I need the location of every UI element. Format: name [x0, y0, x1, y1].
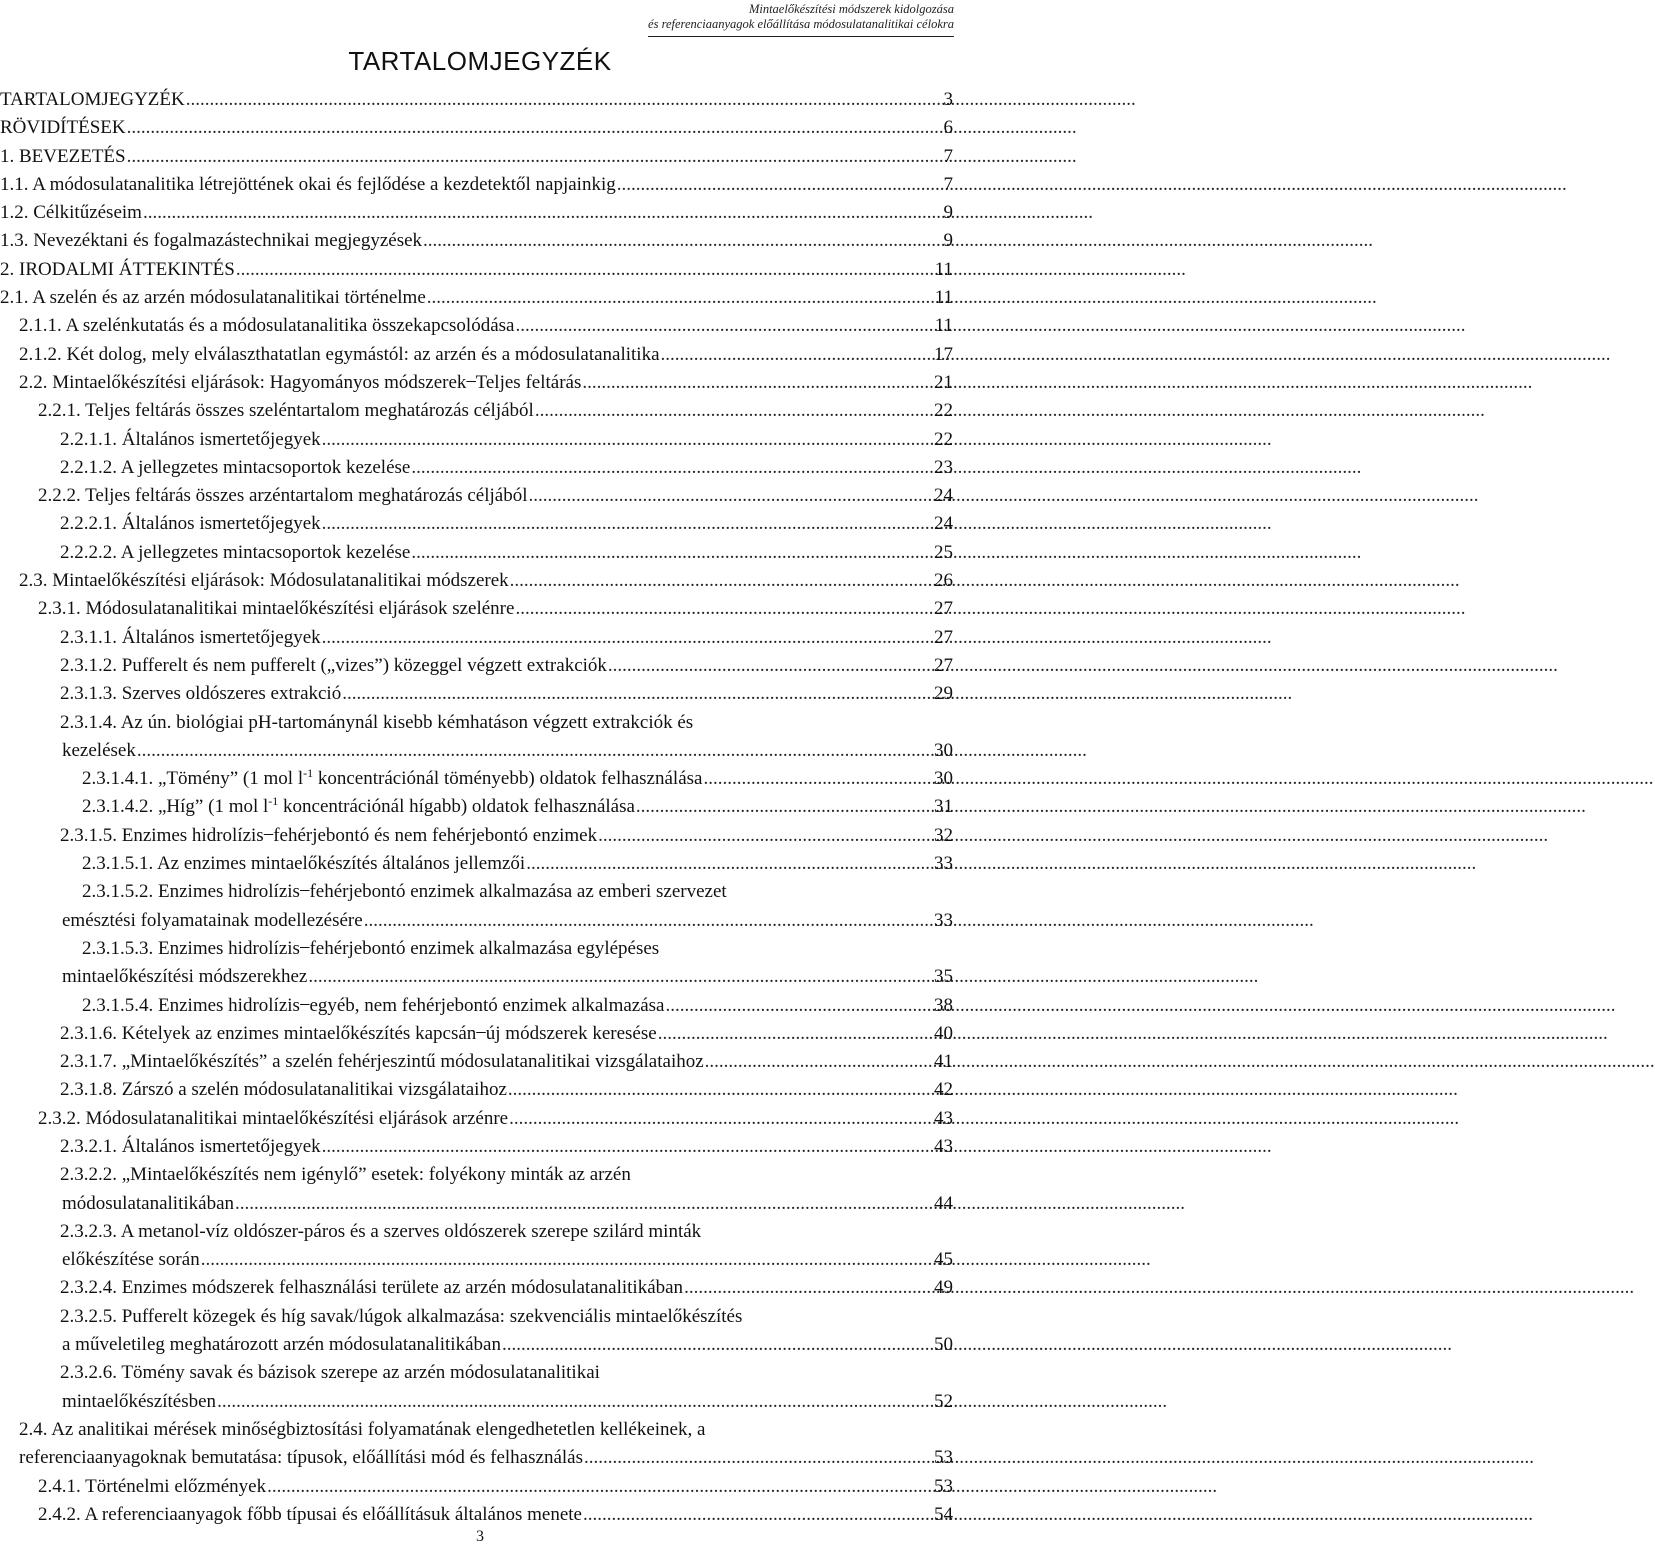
toc-entry[interactable]: [0, 1218, 953, 1275]
toc-entry-text: előkészítése során: [62, 1249, 200, 1271]
toc-entry-text: 2.2.2.1. Általános ismertetőjegyek: [60, 513, 321, 535]
toc-entry[interactable]: [0, 397, 953, 425]
toc-entry-text: 2.3.2.4. Enzimes módszerek felhasználási területe az arzén módosulatanalitikában: [60, 1277, 684, 1299]
toc-entry[interactable]: [0, 567, 953, 595]
toc-entry-text: emésztési folyamatainak modellezésére: [62, 909, 363, 931]
dot-leader: [322, 624, 928, 652]
page-number: 3: [476, 1528, 484, 1545]
dot-leader: [364, 907, 928, 935]
toc-entry-text-line-1: 2.3.2.3. A metanol-víz oldószer-páros és a szerves oldószerek szerepe szilárd minták: [60, 1220, 702, 1242]
header-rule: [648, 36, 954, 37]
toc-page-number: 54: [934, 1503, 953, 1525]
toc-page-number: 7: [943, 145, 953, 167]
toc-page-number: 11: [934, 287, 953, 309]
toc-entry-text: 2.3.1.6. Kételyek az enzimes mintaelőkészítés kapcsán ̶ új módszerek keresése: [60, 1022, 657, 1044]
toc-entry[interactable]: [0, 284, 953, 312]
toc-entry[interactable]: [0, 312, 953, 340]
dot-leader: [665, 992, 928, 1020]
toc-entry[interactable]: [0, 878, 953, 935]
dot-leader: [308, 963, 928, 991]
page-title: TARTALOMJEGYZÉK: [348, 46, 612, 76]
toc-entry[interactable]: [0, 1161, 953, 1218]
toc-entry-text: [82, 765, 702, 793]
dot-leader: [236, 256, 928, 284]
toc-page-number: 40: [934, 1022, 953, 1044]
dot-leader: [267, 1473, 928, 1501]
toc-entry-text: 2.3.2.1. Általános ismertetőjegyek: [60, 1135, 321, 1157]
dot-leader: [584, 1444, 928, 1472]
toc-entry-text: [82, 793, 635, 821]
toc-entry-text: 2.3.2. Módosulatanalitikai mintaelőkészítési eljárások arzénre: [38, 1107, 509, 1129]
toc-entry[interactable]: [0, 822, 953, 850]
toc-entry-text-part-a: 2.3.1.4.2. „Híg” (1 mol l: [82, 796, 269, 818]
toc-entry[interactable]: [0, 426, 953, 454]
dot-leader: [322, 1133, 928, 1161]
toc-page-number: 33: [934, 909, 953, 931]
toc-entry[interactable]: [0, 1020, 953, 1048]
toc-entry[interactable]: [0, 143, 953, 171]
toc-page-number: 49: [934, 1277, 953, 1299]
toc-entry[interactable]: [0, 1416, 953, 1473]
toc-page-number: 41: [934, 1051, 953, 1073]
dot-leader: [322, 510, 928, 538]
toc-entry-text: 2.1. A szelén és az arzén módosulatanalitikai történelme: [0, 287, 426, 309]
dot-leader: [617, 171, 928, 199]
dot-leader: [608, 652, 928, 680]
toc-page-number: 23: [934, 456, 953, 478]
toc-entry[interactable]: [0, 1501, 953, 1529]
toc-entry-text: 2.4.1. Történelmi előzmények: [38, 1475, 267, 1497]
toc-entry[interactable]: [0, 1105, 953, 1133]
toc-entry[interactable]: [0, 1303, 953, 1360]
toc-entry-text: 2.3.1.7. „Mintaelőkészítés” a szelén fehérjeszintű módosulatanalitikai vizsgálataihoz: [60, 1051, 704, 1073]
toc-entry-text: RÖVIDÍTÉSEK: [0, 117, 126, 139]
toc-page-number: 24: [934, 485, 953, 507]
toc-entry-text-line-1: 2.3.2.6. Tömény savak és bázisok szerepe az arzén módosulatanalitikai: [60, 1362, 600, 1384]
toc-page-number: 22: [934, 428, 953, 450]
toc-entry-text: mintaelőkészítésben: [62, 1390, 217, 1412]
toc-entry[interactable]: [0, 482, 953, 510]
toc-page-number: 11: [934, 315, 953, 337]
toc-entry[interactable]: [0, 935, 953, 992]
toc-entry-text: 2.2.1. Teljes feltárás összes szeléntartalom meghatározás céljából: [38, 400, 534, 422]
toc-entry-text-line-1: 2.3.1.5.2. Enzimes hidrolízis ̶ fehérjebontó enzimek alkalmazása az emberi szervezet: [82, 881, 727, 903]
dot-leader: [201, 1246, 928, 1274]
dot-leader: [235, 1190, 928, 1218]
toc-entry[interactable]: [0, 199, 953, 227]
dot-leader: [322, 426, 928, 454]
toc-entry-text: a műveletileg meghatározott arzén módosulatanalitikában: [62, 1334, 501, 1356]
toc-entry-text: 1.2. Célkitűzéseim: [0, 202, 142, 224]
toc-page-number: 9: [943, 202, 953, 224]
toc-entry-text-line-1: 2.3.2.2. „Mintaelőkészítés nem igénylő” esetek: folyékony minták az arzén: [60, 1164, 631, 1186]
toc-page-number: 7: [943, 173, 953, 195]
toc-entry-text: referenciaanyagoknak bemutatása: típusok, előállítási mód és felhasználás: [19, 1447, 583, 1469]
toc-page-number: 30: [934, 739, 953, 761]
toc-entry[interactable]: [0, 341, 953, 369]
toc-page-number: 30: [934, 768, 953, 790]
toc-page-number: 11: [934, 258, 953, 280]
toc-entry-text: 2.2.1.2. A jellegzetes mintacsoportok kezelése: [60, 456, 411, 478]
toc-entry[interactable]: [0, 114, 953, 142]
toc-entry[interactable]: [0, 793, 953, 821]
toc-entry-text: 2. IRODALMI ÁTTEKINTÉS: [0, 258, 235, 280]
toc-entry-text-line-1: 2.3.1.4. Az ún. biológiai pH-tartománynál kisebb kémhatáson végzett extrakciók és: [60, 711, 694, 733]
toc-entry[interactable]: [0, 624, 953, 652]
toc-entry-text: 2.3.1.2. Pufferelt és nem pufferelt („vizes”) közeggel végzett extrakciók: [60, 654, 607, 676]
toc-entry[interactable]: [0, 595, 953, 623]
toc-page-number: 26: [934, 570, 953, 592]
toc-entry-text: 2.4.2. A referenciaanyagok főbb típusai és előállításuk általános menete: [38, 1503, 582, 1525]
toc-entry-text-line-1: 2.3.2.5. Pufferelt közegek és híg savak/lúgok alkalmazása: szekvenciális mintaelőkészítés: [60, 1305, 743, 1327]
running-header-line-1: Mintaelőkészítési módszerek kidolgozása: [748, 2, 954, 16]
dot-leader: [423, 227, 928, 255]
dot-leader: [509, 1105, 928, 1133]
toc-page-number: 22: [934, 400, 953, 422]
dot-leader: [510, 567, 928, 595]
toc-entry[interactable]: [0, 1048, 953, 1076]
dot-leader: [411, 454, 928, 482]
toc-entry[interactable]: [0, 454, 953, 482]
toc-entry-text: 1. BEVEZETÉS: [0, 145, 126, 167]
toc-page-number: 27: [934, 598, 953, 620]
dot-leader: [636, 793, 928, 821]
dot-leader: [508, 1076, 928, 1104]
toc-entry-text: 2.3.1.5. Enzimes hidrolízis ̶ fehérjebontó és nem fehérjebontó enzimek: [60, 824, 598, 846]
table-of-contents: [0, 86, 960, 1529]
toc-entry-text: 1.1. A módosulatanalitika létrejöttének okai és fejlődése a kezdetektől napjainkig: [0, 173, 616, 195]
dot-leader: [703, 765, 928, 793]
toc-page-number: 44: [934, 1192, 953, 1214]
toc-page-number: 38: [934, 994, 953, 1016]
dot-leader: [684, 1274, 928, 1302]
toc-entry-text: 2.3.1.1. Általános ismertetőjegyek: [60, 626, 321, 648]
toc-page-number: 21: [934, 371, 953, 393]
toc-entry-text: 2.3.1.3. Szerves oldószeres extrakció: [60, 683, 342, 705]
toc-page-number: 27: [934, 626, 953, 648]
toc-entry-text-part-b: koncentrációnál hígabb) oldatok felhasználása: [278, 796, 635, 818]
toc-page-number: 43: [934, 1107, 953, 1129]
toc-entry[interactable]: [0, 227, 953, 255]
toc-entry-text: 2.1.2. Két dolog, mely elválaszthatatlan egymástól: az arzén és a módosulatanalitika: [19, 343, 660, 365]
toc-page-number: 53: [934, 1475, 953, 1497]
toc-page-number: 43: [934, 1135, 953, 1157]
dot-leader: [582, 369, 928, 397]
toc-page-number: 31: [934, 796, 953, 818]
toc-entry-text-line-1: 2.4. Az analitikai mérések minőségbiztosítási folyamatának elengedhetetlen kellékeinek, a: [19, 1418, 706, 1440]
toc-page-number: 52: [934, 1390, 953, 1412]
toc-entry-text: 2.3. Mintaelőkészítési eljárások: Módosulatanalitikai módszerek: [19, 570, 509, 592]
toc-entry-text: mintaelőkészítési módszerekhez: [62, 966, 308, 988]
toc-entry-text: 2.2.2.2. A jellegzetes mintacsoportok kezelése: [60, 541, 411, 563]
toc-entry[interactable]: [0, 850, 953, 878]
toc-entry-text-line-1: 2.3.1.5.3. Enzimes hidrolízis ̶ fehérjebontó enzimek alkalmazása egylépéses: [82, 937, 660, 959]
toc-page-number: 32: [934, 824, 953, 846]
dot-leader: [583, 1501, 928, 1529]
dot-leader: [217, 1388, 928, 1416]
running-header: [648, 2, 954, 32]
superscript: -1: [268, 794, 279, 809]
toc-page-number: 3: [943, 89, 953, 110]
toc-page-number: 35: [934, 966, 953, 988]
dot-leader: [427, 284, 928, 312]
toc-entry[interactable]: [0, 171, 953, 199]
toc-entry-text-part-a: 2.3.1.4.1. „Tömény” (1 mol l: [82, 768, 304, 790]
dot-leader: [127, 114, 928, 142]
toc-page-number: 9: [943, 230, 953, 252]
dot-leader: [127, 143, 928, 171]
toc-page-number: 25: [934, 541, 953, 563]
dot-leader: [502, 1331, 928, 1359]
dot-leader: [515, 595, 928, 623]
dot-leader: [186, 86, 928, 114]
toc-entry-text: 2.3.1.5.4. Enzimes hidrolízis ̶ egyéb, nem fehérjebontó enzimek alkalmazása: [82, 994, 665, 1016]
toc-entry[interactable]: [0, 539, 953, 567]
dot-leader: [598, 822, 928, 850]
toc-entry[interactable]: [0, 709, 953, 766]
toc-entry[interactable]: [0, 256, 953, 284]
dot-leader: [526, 850, 928, 878]
toc-entry[interactable]: [0, 992, 953, 1020]
toc-entry[interactable]: [0, 86, 953, 114]
toc-entry-text: 2.3.1.5.1. Az enzimes mintaelőkészítés általános jellemzői: [82, 853, 526, 875]
dot-leader: [528, 482, 928, 510]
toc-entry-text: 2.2.2. Teljes feltárás összes arzéntartalom meghatározás céljából: [38, 485, 528, 507]
toc-entry-text: kezelések: [62, 739, 136, 761]
toc-entry-text: TARTALOMJEGYZÉK: [0, 89, 185, 110]
dot-leader: [515, 312, 928, 340]
dot-leader: [705, 1048, 928, 1076]
superscript: -1: [303, 766, 314, 781]
dot-leader: [535, 397, 928, 425]
toc-page-number: 17: [934, 343, 953, 365]
toc-entry-text: 2.3.1.8. Zárszó a szelén módosulatanalitikai vizsgálataihoz: [60, 1079, 507, 1101]
toc-entry-text: 2.2. Mintaelőkészítési eljárások: Hagyományos módszerek ̶ Teljes feltárás: [19, 371, 582, 393]
toc-entry[interactable]: [0, 369, 953, 397]
toc-entry-text-part-b: koncentrációnál töményebb) oldatok felhasználása: [313, 768, 703, 790]
dot-leader: [137, 737, 928, 765]
dot-leader: [342, 680, 928, 708]
dot-leader: [661, 341, 928, 369]
toc-entry[interactable]: [0, 1274, 953, 1302]
toc-page-number: 6: [943, 117, 953, 139]
toc-page-number: 50: [934, 1334, 953, 1356]
toc-page-number: 27: [934, 654, 953, 676]
toc-entry[interactable]: [0, 510, 953, 538]
toc-page-number: 29: [934, 683, 953, 705]
dot-leader: [658, 1020, 928, 1048]
toc-entry-text: 2.3.1. Módosulatanalitikai mintaelőkészítési eljárások szelénre: [38, 598, 515, 620]
toc-entry-text: módosulatanalitikában: [62, 1192, 235, 1214]
toc-entry[interactable]: [0, 1359, 953, 1416]
toc-page-number: 42: [934, 1079, 953, 1101]
toc-page-number: 24: [934, 513, 953, 535]
toc-page-number: 33: [934, 853, 953, 875]
toc-entry[interactable]: [0, 680, 953, 708]
toc-entry-text: 2.1.1. A szelénkutatás és a módosulatanalitika összekapcsolódása: [19, 315, 515, 337]
toc-page-number: 53: [934, 1447, 953, 1469]
toc-entry-text: 2.2.1.1. Általános ismertetőjegyek: [60, 428, 321, 450]
toc-entry[interactable]: [0, 1133, 953, 1161]
toc-entry[interactable]: [0, 1076, 953, 1104]
running-header-line-2: és referenciaanyagok előállítása módosulatanalitikai célokra: [648, 17, 954, 31]
toc-page-number: 45: [934, 1249, 953, 1271]
dot-leader: [143, 199, 928, 227]
toc-entry[interactable]: [0, 652, 953, 680]
toc-entry[interactable]: [0, 1473, 953, 1501]
toc-entry[interactable]: [0, 765, 953, 793]
dot-leader: [411, 539, 928, 567]
toc-entry-text: 1.3. Nevezéktani és fogalmazástechnikai megjegyzések: [0, 230, 423, 252]
